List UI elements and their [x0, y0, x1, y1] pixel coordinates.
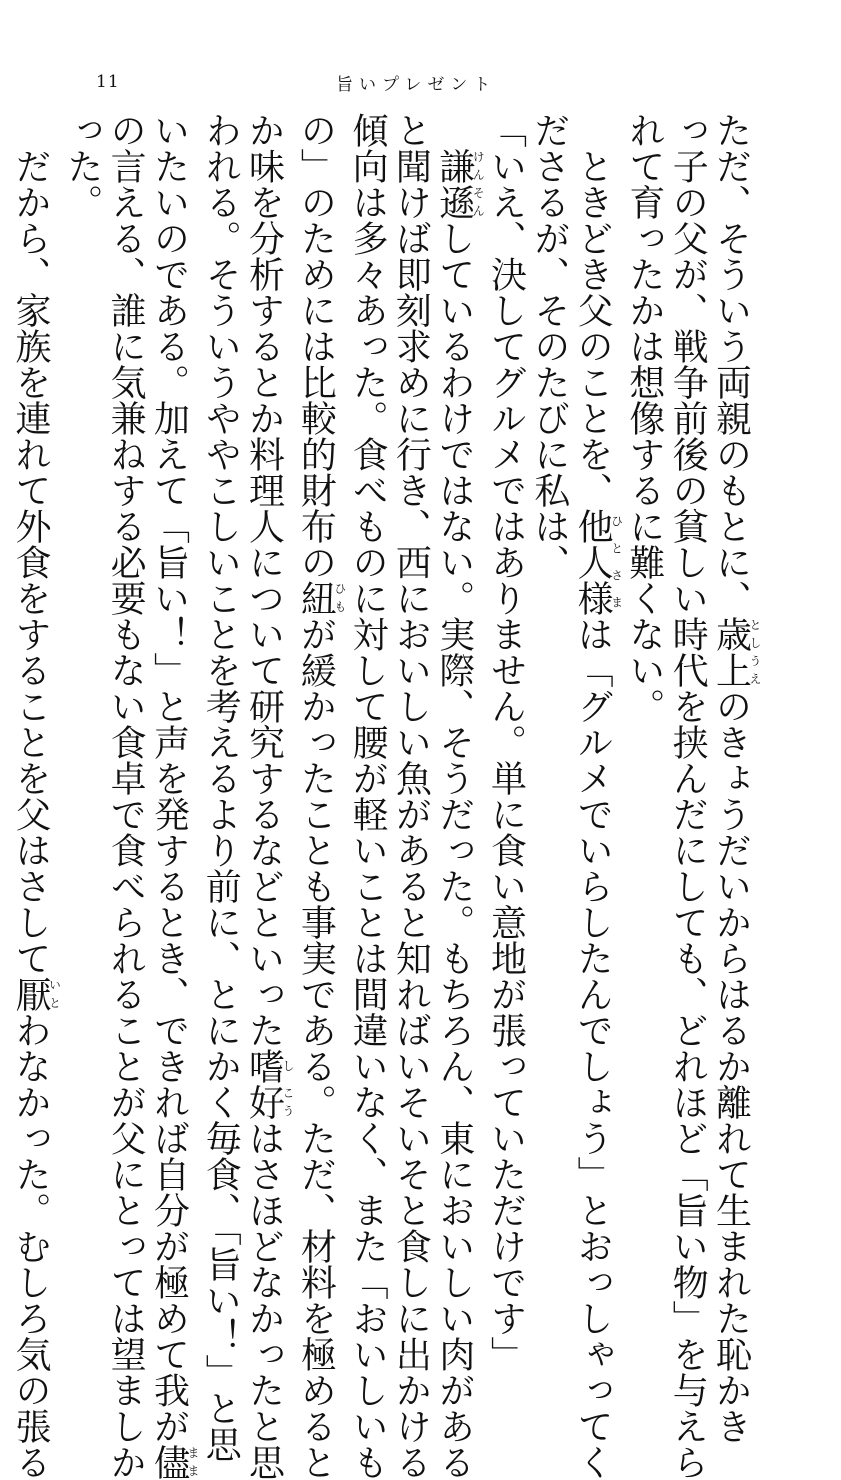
text-column	[61, 112, 104, 1152]
text-run: か味を分析するとか料理人について研究するなどといった	[243, 112, 285, 1048]
text-run: いたいのである。加えて「旨い！」と声を発するとき、できれば自分が極めて我が	[148, 112, 190, 1444]
text-column	[484, 112, 527, 1372]
ruby-base: 紐	[295, 580, 337, 616]
running-title: 旨いプレゼント	[336, 75, 497, 95]
text-run: ときどき父のことを、	[572, 112, 614, 508]
text-column	[9, 112, 62, 1480]
text-column	[294, 112, 347, 1480]
text-column	[199, 112, 242, 1462]
ruby-reading: いと	[47, 976, 62, 1012]
text-run: れて育ったかは想像するに難くない。	[623, 112, 665, 724]
text-run: 「いえ、決してグルメではありません。単に食い意地が張っていただけです」	[485, 112, 527, 1372]
ruby-reading: まま	[185, 1444, 200, 1480]
text-column	[709, 112, 762, 1444]
ruby-base: 他人様	[572, 508, 614, 616]
text-run: はさほどなかったと思	[243, 1120, 285, 1480]
text-run: ださるが、そのたびに私は、	[528, 112, 570, 580]
text-run: わなかった。むしろ気の張る	[10, 1012, 52, 1480]
text-column	[666, 112, 709, 1480]
text-column	[528, 112, 571, 1152]
text-run: と聞けば即刻求めに行き、西においしい魚があると知ればいそいそと食しに出かける	[390, 112, 432, 1480]
ruby-base: 嗜	[243, 1048, 285, 1084]
ruby-base: 儘	[148, 1444, 190, 1480]
text-column	[623, 112, 666, 1152]
text-column	[147, 112, 200, 1480]
text-run: の言える、誰に気兼ねする必要もない食卓で食べられることが父にとっては望ましか	[105, 112, 147, 1480]
ruby-word	[243, 1084, 296, 1120]
text-run: は「グルメでいらしたんでしょう」とおっしゃってく	[572, 616, 614, 1480]
text-run: った。	[61, 112, 103, 220]
ruby-word	[433, 148, 486, 220]
ruby-word	[10, 976, 62, 1012]
ruby-word	[295, 580, 347, 616]
ruby-base: 謙遜	[433, 148, 475, 220]
ruby-base: 歳上	[710, 616, 752, 688]
ruby-word	[243, 1048, 296, 1084]
text-run	[434, 112, 475, 148]
page-number: 11	[96, 72, 120, 92]
ruby-word	[572, 508, 624, 616]
text-run: われる。そういうややこしいことを考えるより前に、とにかく毎食、「旨い！」と思	[200, 112, 242, 1462]
text-run: だから、家族を連れて外食をすることを父はさして	[10, 112, 52, 976]
text-column	[389, 112, 432, 1480]
text-column	[242, 112, 296, 1480]
text-column	[432, 112, 486, 1480]
ruby-word	[710, 616, 762, 688]
ruby-word	[148, 1444, 200, 1480]
ruby-reading: こう	[281, 1084, 296, 1120]
ruby-base: 厭	[10, 976, 52, 1012]
ruby-reading: し	[281, 1048, 296, 1084]
text-column	[104, 112, 147, 1480]
ruby-reading: ひも	[332, 580, 347, 616]
text-run: しているわけではない。実際、そうだった。もちろん、東においしい肉がある	[433, 220, 475, 1480]
text-run: っ子の父が、戦争前後の貧しい時代を挟んだにしても、どれほど「旨い物」を与えら	[667, 112, 709, 1480]
text-run: ただ、そういう両親のもとに、	[710, 112, 752, 616]
text-column	[571, 112, 624, 1480]
text-run: のきょうだいからはるか離れて生まれた恥かき	[710, 688, 752, 1444]
ruby-base: 好	[243, 1084, 285, 1120]
ruby-reading: けんそん	[471, 148, 486, 220]
ruby-reading: ひとさま	[609, 508, 624, 616]
text-run: の」のためには比較的財布の	[295, 112, 337, 580]
ruby-reading: としうえ	[748, 616, 762, 688]
text-run: 傾向は多々あった。食べものに対して腰が軽いことは間違いなく、また「おいしいも	[347, 112, 389, 1480]
text-column	[346, 112, 389, 1480]
text-run: が緩かったことも事実である。ただ、材料を極めると	[295, 616, 337, 1480]
vertical-body-text	[9, 112, 762, 1480]
